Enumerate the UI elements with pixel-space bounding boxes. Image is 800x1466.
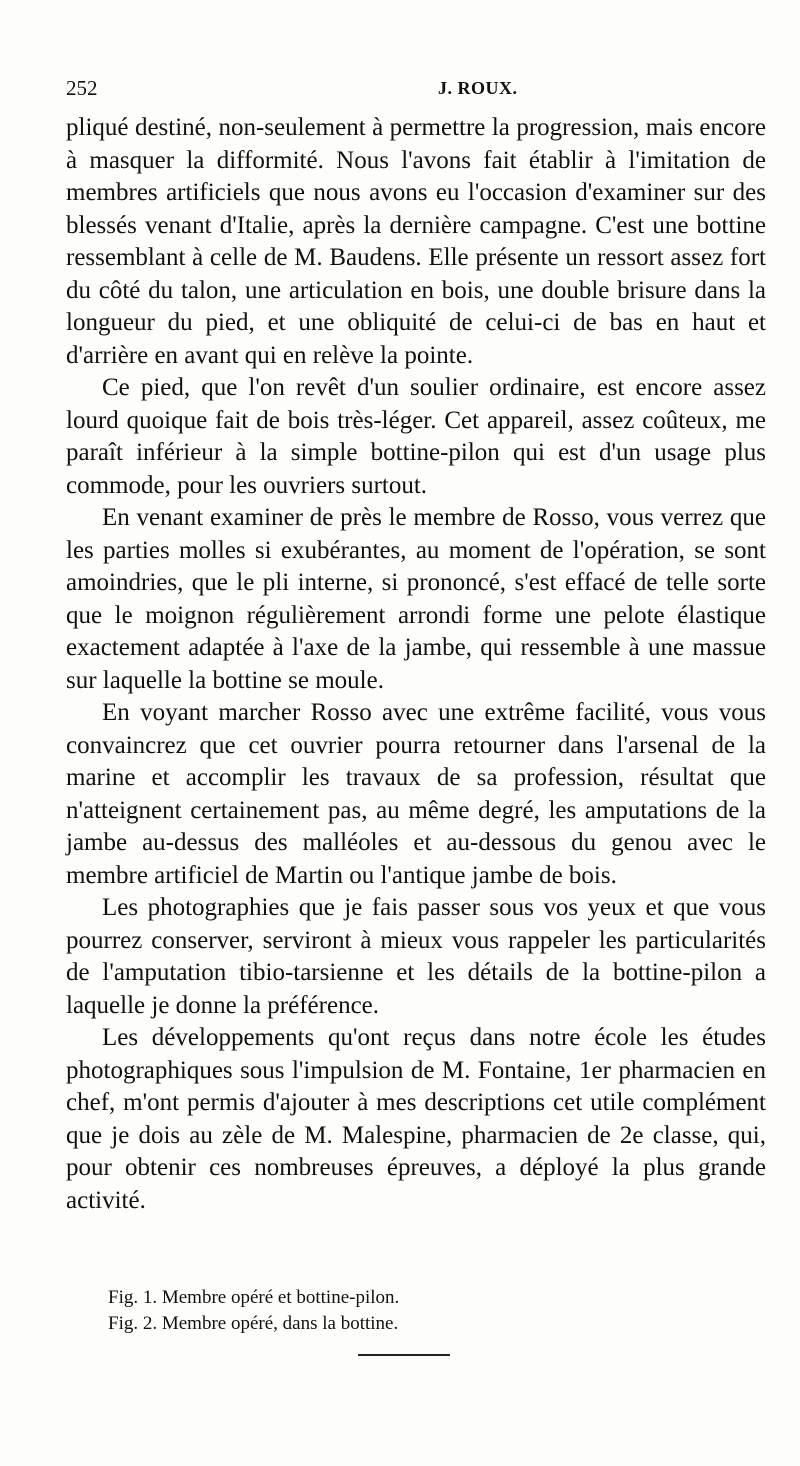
running-head: J. ROUX. bbox=[438, 78, 518, 98]
figure-caption: Fig. 2. Membre opéré, dans la bottine. bbox=[108, 1313, 399, 1334]
figure-captions bbox=[108, 1285, 399, 1337]
paragraph: En venant examiner de près le membre de Rosso, vous verrez que les parties molles si exubérantes, au moment de l'opération, se sont amoindries, que le pli interne, si prononcé, s'est effacé de telle sorte que le moignon régulièrement arrondi forme une pelote élastique exactement adaptée à l'axe de la jambe, qui ressemble à une massue sur laquelle la bottine se moule. bbox=[66, 504, 766, 694]
body-text bbox=[66, 112, 766, 1217]
page-header bbox=[66, 76, 756, 106]
end-rule bbox=[358, 1354, 450, 1356]
paragraph: Les développements qu'ont reçus dans notre école les études photographiques sous l'impulsion de M. Fontaine, 1er pharmacien en chef, m'ont permis d'ajouter à mes descriptions cet utile complément que je dois au zèle de M. Malespine, pharmacien de 2e classe, qui, pour obtenir ces nombreuses épreuves, a déployé la plus grande activité. bbox=[66, 1024, 766, 1214]
page-number: 252 bbox=[66, 76, 98, 100]
paragraph: Ce pied, que l'on revêt d'un soulier ordinaire, est encore assez lourd quoique fait de bois très-léger. Cet appareil, assez coûteux, me paraît inférieur à la simple bottine-pilon qui est d'un usage plus commode, pour les ouvriers surtout. bbox=[66, 374, 766, 499]
paragraph: Les photographies que je fais passer sous vos yeux et que vous pourrez conserver, serviront à mieux vous rappeler les particularités de l'amputation tibio-tarsienne et les détails de la bottine-pilon a laquelle je donne la préférence. bbox=[66, 894, 766, 1019]
paragraph: pliqué destiné, non-seulement à permettre la progression, mais encore à masquer la difformité. Nous l'avons fait établir à l'imitation de membres artificiels que nous avons eu l'occasion d'examiner sur des blessés venant d'Italie, après la dernière campagne. C'est une bottine ressemblant à celle de M. Baudens. Elle présente un ressort assez fort du côté du talon, une articulation en bois, une double brisure dans la longueur du pied, et une obliquité de celui-ci de bas en haut et d'arrière en avant qui en relève la pointe. bbox=[66, 114, 766, 369]
figure-caption: Fig. 1. Membre opéré et bottine-pilon. bbox=[108, 1287, 400, 1308]
paragraph: En voyant marcher Rosso avec une extrême facilité, vous vous convaincrez que cet ouvrier pourra retourner dans l'arsenal de la marine et accomplir les travaux de sa profession, résultat que n'atteignent certainement pas, au même degré, les amputations de la jambe au-dessus des malléoles et au-dessous du genou avec le membre artificiel de Martin ou l'antique jambe de bois. bbox=[66, 699, 766, 889]
